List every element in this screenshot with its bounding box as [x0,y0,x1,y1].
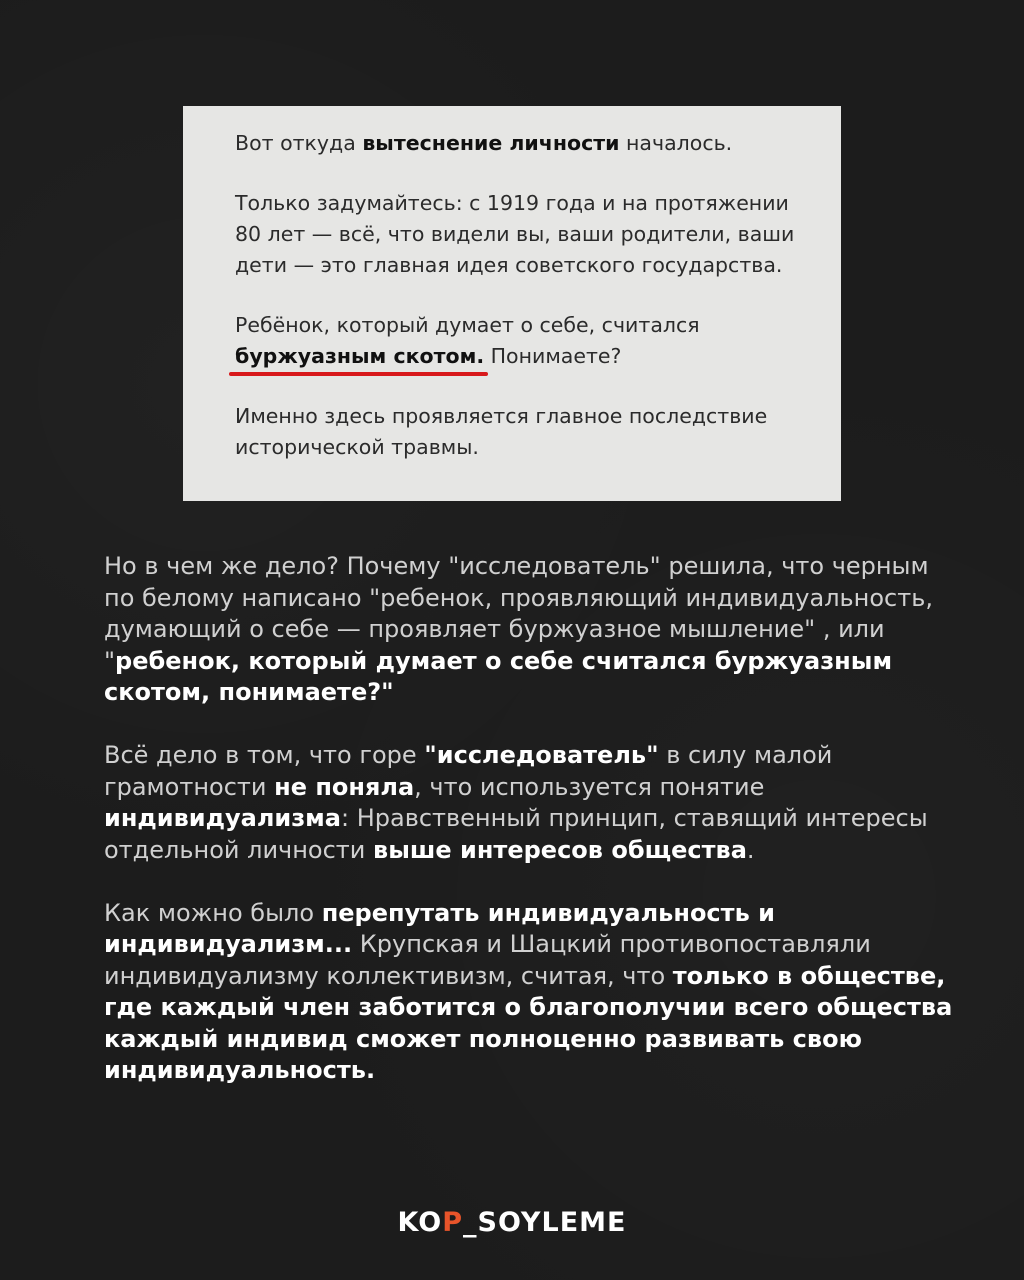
quote-paragraph-4: Именно здесь проявляется главное последствие исторической травмы. [235,404,768,459]
quote-paragraph-2: Только задумайтесь: с 1919 года и на протяжении 80 лет — всё, что видели вы, ваши родители, ваши дети — это главная идея советского государства. [235,191,795,277]
brand-logo: KOP_SOYLEME [397,1207,627,1238]
quote-paragraph-3: Ребёнок, который думает о себе, считался буржуазным скотом. Понимаете? [235,310,821,372]
body-paragraph-2: Всё дело в том, что горе "исследователь" в силу малой грамотности не поняла, что используется понятие индивидуализма: Нравственный принцип, ставящий интересы отдельной личности выше интересов общества. [104,741,928,864]
body-paragraph-3: Как можно было перепутать индивидуальность и индивидуализм... Крупская и Шацкий противопоставляли индивидуализму коллективизм, считая, что только в обществе, где каждый член заботится о благополучии всего общества каждый индивид сможет полноценно развивать свою индивидуальность. [104,898,953,1084]
quote-card [183,106,841,501]
quote-highlight: вытеснение личности [362,131,620,155]
body-text [104,551,964,1118]
body-paragraph-1: Но в чем же дело? Почему "исследователь" решила, что черным по белому написано "ребенок, проявляющий индивидуальность, думающий о себе — проявляет буржуазное мышление" , или "ребенок, который думает о себе считался буржуазным скотом, понимаете?" [104,552,933,706]
underlined-phrase: буржуазным скотом. [235,341,484,372]
quote-paragraph-1: Вот откуда вытеснение личности началось. [235,131,733,155]
red-underline [229,372,488,376]
